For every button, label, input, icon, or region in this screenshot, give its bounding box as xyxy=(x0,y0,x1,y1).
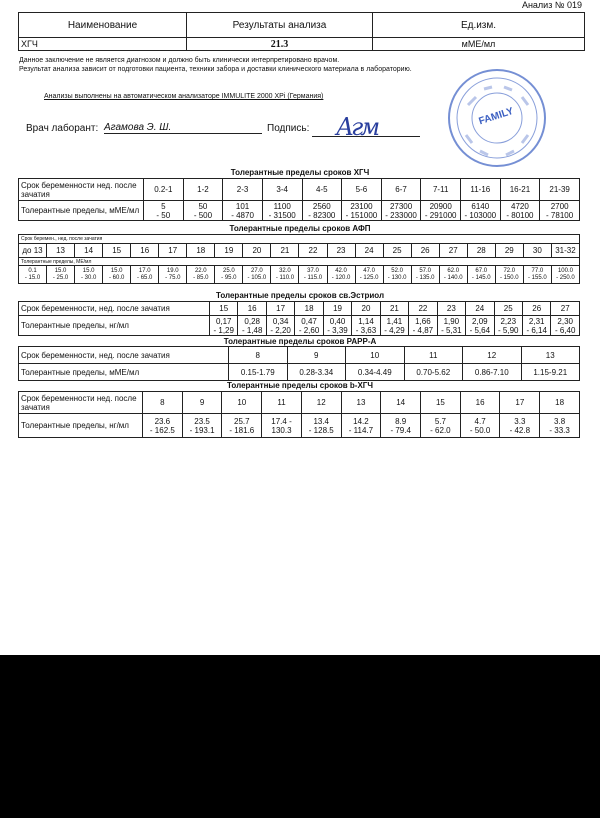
pappa-week-cell: 10 xyxy=(346,347,405,364)
bhcg-week-cell: 14 xyxy=(381,392,421,414)
result-table xyxy=(18,12,585,51)
afp-range-cell-max: - 250.0 xyxy=(556,274,575,281)
estriol-range-cell-min: 0,17 xyxy=(215,316,232,326)
pappa-week-cell: 13 xyxy=(521,347,580,364)
afp-week-cell: 13 xyxy=(47,244,75,258)
bhcg-range-cell-max: - 193.1 xyxy=(189,425,215,435)
hcg-range-cell xyxy=(421,201,461,221)
bhcg-week-cell: 13 xyxy=(341,392,381,414)
hcg-week-cell: 2-3 xyxy=(223,179,263,201)
bhcg-range-cell-min: 3.3 xyxy=(514,416,526,426)
afp-range-cell-max: - 85.0 xyxy=(193,274,209,281)
afp-range-cell xyxy=(355,266,383,284)
estriol-range-cell xyxy=(323,316,351,336)
pappa-week-cell: 9 xyxy=(287,347,346,364)
hcg-table xyxy=(18,178,580,221)
estriol-week-cell: 19 xyxy=(323,302,351,316)
bhcg-week-cell: 9 xyxy=(182,392,222,414)
hcg-range-cell xyxy=(262,201,302,221)
bhcg-range-cell-min: 3.8 xyxy=(554,416,566,426)
hcg-range-cell-min: 5 xyxy=(161,201,166,211)
hcg-range-cell xyxy=(342,201,382,221)
estriol-range-cell-max: - 4,87 xyxy=(412,325,434,335)
estriol-week-cell: 16 xyxy=(238,302,266,316)
afp-week-cell: до 13 xyxy=(19,244,47,258)
afp-week-cell: 18 xyxy=(187,244,215,258)
afp-week-cell: 30 xyxy=(523,244,551,258)
afp-week-cell: 16 xyxy=(131,244,159,258)
disclaimer-line-1: Данное заключение не является диагнозом и должно быть клинически интерпретировано врачом. xyxy=(19,57,340,64)
afp-week-cell: 23 xyxy=(327,244,355,258)
bhcg-range-cell-min: 13.4 xyxy=(313,416,330,426)
bhcg-range-cell-max: 130.3 xyxy=(271,425,292,435)
pappa-range-cell: 0.86-7.10 xyxy=(463,364,522,381)
hcg-range-cell-min: 27300 xyxy=(389,201,413,211)
hcg-range-cell-max: - 291000 xyxy=(424,210,457,220)
afp-table-title: Толерантные пределы сроков АФП xyxy=(229,224,371,233)
hcg-range-cell-max: - 4870 xyxy=(231,210,254,220)
estriol-week-cell: 18 xyxy=(295,302,323,316)
afp-range-cell-max: - 150.0 xyxy=(499,274,519,281)
estriol-range-cell-min: 2,31 xyxy=(528,316,545,326)
estriol-range-cell xyxy=(210,316,238,336)
estriol-range-cell xyxy=(266,316,294,336)
estriol-range-cell xyxy=(494,316,522,336)
doctor-name: Агамова Э. Ш. xyxy=(104,122,262,134)
stamp-text: FAMILY xyxy=(477,105,515,128)
bhcg-range-cell xyxy=(540,414,580,438)
estriol-range-cell xyxy=(380,316,408,336)
estriol-range-cell-min: 1,66 xyxy=(415,316,431,326)
hcg-week-cell: 16-21 xyxy=(500,179,540,201)
bhcg-range-cell-max: - 181.6 xyxy=(229,425,255,435)
hcg-range-cell-max: - 500 xyxy=(193,210,213,220)
afp-week-cell: 26 xyxy=(411,244,439,258)
bhcg-range-cell-max: - 42.8 xyxy=(509,425,531,435)
afp-range-cell-min: 25.0 xyxy=(223,267,235,274)
afp-range-cell-max: - 95.0 xyxy=(221,274,237,281)
estriol-week-cell: 15 xyxy=(210,302,238,316)
afp-range-cell xyxy=(467,266,495,284)
estriol-week-cell: 25 xyxy=(494,302,522,316)
bhcg-range-cell xyxy=(421,414,461,438)
afp-range-cell xyxy=(383,266,411,284)
estriol-range-cell-min: 1,90 xyxy=(443,316,460,326)
estriol-range-cell-min: 0,47 xyxy=(301,316,317,326)
pappa-range-cell: 0.34-4.49 xyxy=(346,364,405,381)
afp-week-cell: 20 xyxy=(243,244,271,258)
bhcg-range-cell xyxy=(182,414,222,438)
hcg-range-cell xyxy=(461,201,501,221)
hcg-range-cell-min: 50 xyxy=(198,201,208,211)
afp-week-label: Срок беремен., нед. после зачатия xyxy=(19,235,580,244)
afp-range-cell-max: - 115.0 xyxy=(303,274,323,281)
afp-range-cell-max: - 125.0 xyxy=(359,274,379,281)
afp-week-cell: 28 xyxy=(467,244,495,258)
test-unit: мМЕ/мл xyxy=(373,38,585,51)
hcg-week-cell: 4-5 xyxy=(302,179,342,201)
col-name-header: Наименование xyxy=(19,13,187,38)
afp-range-label: Толерантные пределы, МЕ/мл xyxy=(19,258,580,266)
bhcg-range-cell xyxy=(460,414,500,438)
test-name: ХГЧ xyxy=(19,38,187,51)
bhcg-week-cell: 11 xyxy=(262,392,302,414)
hcg-range-cell-max: - 82300 xyxy=(308,210,336,220)
afp-week-cell: 15 xyxy=(103,244,131,258)
pappa-range-label: Толерантные пределы, мМЕ/мл xyxy=(19,364,229,381)
hcg-week-cell: 0.2-1 xyxy=(144,179,184,201)
afp-range-cell xyxy=(271,266,299,284)
afp-range-cell xyxy=(131,266,159,284)
hcg-week-cell: 1-2 xyxy=(183,179,223,201)
bhcg-range-cell-max: - 114.7 xyxy=(348,425,374,435)
hcg-range-cell-max: - 78100 xyxy=(546,210,574,220)
bhcg-week-cell: 15 xyxy=(421,392,461,414)
bhcg-week-cell: 18 xyxy=(540,392,580,414)
estriol-range-cell xyxy=(295,316,323,336)
bhcg-range-cell-min: 14.2 xyxy=(353,416,369,426)
pappa-range-cell: 1.15-9.21 xyxy=(521,364,580,381)
afp-week-cell: 31-32 xyxy=(551,244,579,258)
estriol-range-cell-min: 0,34 xyxy=(272,316,289,326)
hcg-range-cell xyxy=(302,201,342,221)
bhcg-range-cell-min: 4.7 xyxy=(474,416,486,426)
afp-range-cell-min: 15.0 xyxy=(54,267,67,274)
estriol-range-cell xyxy=(352,316,380,336)
pappa-week-label: Срок беременности, нед. после зачатия xyxy=(19,347,229,364)
estriol-week-cell: 24 xyxy=(466,302,494,316)
afp-range-cell-max: - 30.0 xyxy=(80,274,97,281)
estriol-range-cell xyxy=(409,316,437,336)
afp-range-cell-max: - 140.0 xyxy=(443,274,463,281)
col-unit-header: Ед.изм. xyxy=(373,13,585,38)
hcg-range-cell-min: 2700 xyxy=(550,201,569,211)
afp-table xyxy=(18,234,580,284)
test-result: 21.3 xyxy=(187,38,373,51)
hcg-range-cell-max: - 151000 xyxy=(345,210,378,220)
estriol-range-cell xyxy=(437,316,465,336)
hcg-week-cell: 21-39 xyxy=(540,179,580,201)
pappa-table xyxy=(18,346,580,381)
bhcg-week-cell: 17 xyxy=(500,392,540,414)
hcg-range-cell-max: - 233000 xyxy=(385,210,417,220)
afp-week-cell: 25 xyxy=(383,244,411,258)
estriol-range-cell-max: - 1,48 xyxy=(241,325,263,335)
afp-range-cell xyxy=(327,266,355,284)
bhcg-range-cell xyxy=(381,414,421,438)
afp-range-cell-max: - 135.0 xyxy=(415,274,435,281)
afp-range-cell-min: 100.0 xyxy=(557,267,573,274)
afp-range-cell-min: 67.0 xyxy=(475,267,488,274)
signature-label: Подпись: xyxy=(267,123,310,134)
pappa-range-cell: 0.15-1.79 xyxy=(229,364,288,381)
hcg-week-cell: 5-6 xyxy=(342,179,382,201)
bhcg-range-label: Толерантные пределы, нг/мл xyxy=(19,414,143,438)
hcg-range-cell xyxy=(144,201,184,221)
hcg-range-cell-min: 20900 xyxy=(429,201,452,211)
estriol-week-cell: 20 xyxy=(352,302,380,316)
pappa-range-cell: 0.70-5.62 xyxy=(404,364,463,381)
bhcg-week-cell: 12 xyxy=(301,392,341,414)
hcg-range-cell-min: 4720 xyxy=(511,201,529,211)
estriol-range-cell-max: - 4,29 xyxy=(384,325,405,335)
bhcg-range-cell-min: 23.6 xyxy=(154,416,171,426)
afp-range-cell xyxy=(187,266,215,284)
afp-range-cell xyxy=(299,266,327,284)
estriol-range-cell-min: 0,28 xyxy=(244,316,260,326)
afp-range-cell-max: - 60.0 xyxy=(108,274,125,281)
afp-range-cell-max: - 25.0 xyxy=(52,274,69,281)
hcg-range-cell-max: - 50 xyxy=(156,210,171,220)
estriol-range-cell-max: - 5,31 xyxy=(441,325,462,335)
hcg-range-cell-min: 23100 xyxy=(350,201,373,211)
afp-range-cell-min: 32.0 xyxy=(279,267,291,274)
afp-range-cell-min: 57.0 xyxy=(419,267,432,274)
analyzer-note: Анализы выполнены на автоматическом анализаторе IMMULITE 2000 XPi (Германия) xyxy=(44,93,324,100)
hcg-table-title: Толерантные пределы сроков ХГЧ xyxy=(230,168,370,177)
estriol-range-cell-max: - 2,60 xyxy=(298,325,320,335)
estriol-week-cell: 22 xyxy=(409,302,437,316)
bhcg-range-cell xyxy=(262,414,302,438)
hcg-range-cell-min: 1100 xyxy=(273,201,291,211)
doctor-label: Врач лаборант: xyxy=(26,123,99,134)
afp-range-cell xyxy=(439,266,467,284)
pappa-week-cell: 12 xyxy=(463,347,522,364)
afp-range-cell-max: - 15.0 xyxy=(24,274,41,281)
hcg-range-cell xyxy=(500,201,540,221)
estriol-week-cell: 23 xyxy=(437,302,465,316)
afp-week-cell: 22 xyxy=(299,244,327,258)
afp-week-cell: 29 xyxy=(495,244,523,258)
afp-range-cell xyxy=(159,266,187,284)
afp-range-cell-min: 52.0 xyxy=(391,267,403,274)
clinic-stamp xyxy=(436,67,558,169)
pappa-table-title: Толерантные пределы сроков PAPP-A xyxy=(223,337,377,346)
afp-range-cell-min: 72.0 xyxy=(503,267,516,274)
hcg-week-cell: 11-16 xyxy=(461,179,501,201)
estriol-week-cell: 21 xyxy=(380,302,408,316)
estriol-range-label: Толерантные пределы, нг/мл xyxy=(19,316,210,336)
estriol-week-cell: 27 xyxy=(551,302,580,316)
bhcg-range-cell xyxy=(500,414,540,438)
estriol-range-cell xyxy=(238,316,266,336)
afp-range-cell-min: 0.1 xyxy=(28,267,37,274)
bhcg-range-cell-min: 23.5 xyxy=(194,416,210,426)
estriol-range-cell-min: 1,41 xyxy=(386,316,403,326)
bhcg-range-cell-min: 8.9 xyxy=(395,416,407,426)
estriol-range-cell-max: - 5,64 xyxy=(469,325,491,335)
estriol-range-cell-min: 2,30 xyxy=(557,316,573,326)
pappa-range-cell: 0.28-3.34 xyxy=(287,364,346,381)
afp-range-cell-min: 37.0 xyxy=(307,267,319,274)
bhcg-table-title: Толерантные пределы сроков b-ХГЧ xyxy=(227,381,373,390)
afp-week-cell: 17 xyxy=(159,244,187,258)
bhcg-range-cell-max: - 79.4 xyxy=(390,425,411,435)
afp-range-cell-max: - 120.0 xyxy=(331,274,351,281)
afp-range-cell-max: - 145.0 xyxy=(471,274,491,281)
col-result-header: Результаты анализа xyxy=(187,13,373,38)
bhcg-range-cell-max: - 162.5 xyxy=(149,425,175,435)
estriol-range-cell-max: - 2,20 xyxy=(270,325,291,335)
afp-range-cell-min: 19.0 xyxy=(166,267,179,274)
afp-range-cell-min: 47.0 xyxy=(363,267,375,274)
bhcg-range-cell-max: - 128.5 xyxy=(308,425,334,435)
afp-range-cell xyxy=(47,266,75,284)
afp-week-cell: 21 xyxy=(271,244,299,258)
bhcg-week-label: Срок беременности нед. после зачатия xyxy=(19,392,143,414)
estriol-range-cell-max: - 3,39 xyxy=(327,325,348,335)
bhcg-week-cell: 16 xyxy=(460,392,500,414)
pappa-week-cell: 11 xyxy=(404,347,463,364)
estriol-range-cell-min: 2,09 xyxy=(472,316,488,326)
hcg-range-cell-min: 101 xyxy=(235,201,250,211)
bhcg-range-cell-max: - 33.3 xyxy=(549,425,570,435)
pappa-week-cell: 8 xyxy=(229,347,288,364)
hcg-range-cell-min: 2560 xyxy=(312,201,331,211)
bhcg-range-cell-max: - 50.0 xyxy=(469,425,491,435)
hcg-range-cell xyxy=(540,201,580,221)
afp-week-cell: 24 xyxy=(355,244,383,258)
afp-range-cell xyxy=(215,266,243,284)
afp-week-cell: 27 xyxy=(439,244,467,258)
hcg-range-cell xyxy=(183,201,223,221)
afp-range-cell-min: 27.0 xyxy=(251,267,263,274)
estriol-range-cell xyxy=(522,316,550,336)
estriol-week-cell: 17 xyxy=(266,302,294,316)
hcg-range-cell xyxy=(223,201,263,221)
disclaimer-line-2: Результат анализа зависит от подготовки пациента, техники забора и доставки клинического материала в лабораторию. xyxy=(19,66,412,73)
hcg-range-cell-min: 6140 xyxy=(471,201,490,211)
estriol-range-cell-max: - 5,90 xyxy=(498,325,519,335)
estriol-range-cell-min: 2,23 xyxy=(500,316,517,326)
analysis-number: Анализ № 019 xyxy=(521,0,582,10)
afp-range-cell-min: 42.0 xyxy=(335,267,347,274)
estriol-table-title: Толерантные пределы сроков св.Эстриол xyxy=(215,291,385,300)
estriol-week-cell: 26 xyxy=(522,302,550,316)
hcg-range-label: Толерантные пределы, мМЕ/мл xyxy=(19,201,144,221)
afp-range-cell xyxy=(523,266,551,284)
hcg-week-cell: 3-4 xyxy=(262,179,302,201)
handwritten-signature: Агм xyxy=(336,113,378,141)
afp-range-cell-max: - 105.0 xyxy=(247,274,267,281)
afp-week-cell: 19 xyxy=(215,244,243,258)
afp-range-cell xyxy=(243,266,271,284)
estriol-range-cell-min: 1,14 xyxy=(358,316,374,326)
afp-range-cell-max: - 65.0 xyxy=(137,274,153,281)
afp-range-cell xyxy=(495,266,523,284)
bhcg-week-cell: 8 xyxy=(143,392,183,414)
afp-range-cell xyxy=(103,266,131,284)
hcg-week-cell: 7-11 xyxy=(421,179,461,201)
afp-range-cell xyxy=(551,266,579,284)
bhcg-range-cell xyxy=(143,414,183,438)
afp-range-cell xyxy=(411,266,439,284)
hcg-week-label: Срок беременности нед. после зачатия xyxy=(19,179,144,201)
afp-range-cell-min: 62.0 xyxy=(447,267,460,274)
estriol-week-label: Срок беременности, нед. после зачатия xyxy=(19,302,210,316)
estriol-range-cell-max: - 6,40 xyxy=(554,325,576,335)
estriol-table xyxy=(18,301,580,336)
bhcg-range-cell xyxy=(222,414,262,438)
hcg-range-cell-max: - 103000 xyxy=(464,210,497,220)
bhcg-table xyxy=(18,391,580,438)
bhcg-week-cell: 10 xyxy=(222,392,262,414)
afp-range-cell xyxy=(75,266,103,284)
bhcg-range-cell-max: - 62.0 xyxy=(430,425,451,435)
bhcg-range-cell-min: 5.7 xyxy=(434,416,446,426)
estriol-range-cell-max: - 6,14 xyxy=(526,325,547,335)
afp-range-cell-max: - 130.0 xyxy=(387,274,407,281)
hcg-range-cell xyxy=(381,201,421,221)
estriol-range-cell-min: 0,40 xyxy=(329,316,346,326)
afp-range-cell-min: 77.0 xyxy=(531,267,544,274)
bhcg-range-cell-min: 25.7 xyxy=(234,416,250,426)
afp-range-cell-max: - 75.0 xyxy=(165,274,181,281)
afp-week-cell: 14 xyxy=(75,244,103,258)
estriol-range-cell xyxy=(551,316,580,336)
bhcg-range-cell xyxy=(301,414,341,438)
afp-range-cell-min: 15.0 xyxy=(110,267,123,274)
hcg-week-cell: 6-7 xyxy=(381,179,421,201)
estriol-range-cell-max: - 3,63 xyxy=(355,325,377,335)
afp-range-cell-max: - 155.0 xyxy=(528,274,547,281)
bhcg-range-cell xyxy=(341,414,381,438)
bhcg-range-cell-min: 17.4 - xyxy=(271,416,292,426)
estriol-range-cell xyxy=(466,316,494,336)
afp-range-cell-min: 17.0 xyxy=(138,267,151,274)
hcg-range-cell-max: - 80100 xyxy=(506,210,534,220)
afp-range-cell xyxy=(19,266,47,284)
afp-range-cell-max: - 110.0 xyxy=(275,274,295,281)
hcg-range-cell-max: - 31500 xyxy=(268,210,296,220)
afp-range-cell-min: 22.0 xyxy=(194,267,207,274)
afp-range-cell-min: 15.0 xyxy=(82,267,95,274)
estriol-range-cell-max: - 1,29 xyxy=(213,325,234,335)
